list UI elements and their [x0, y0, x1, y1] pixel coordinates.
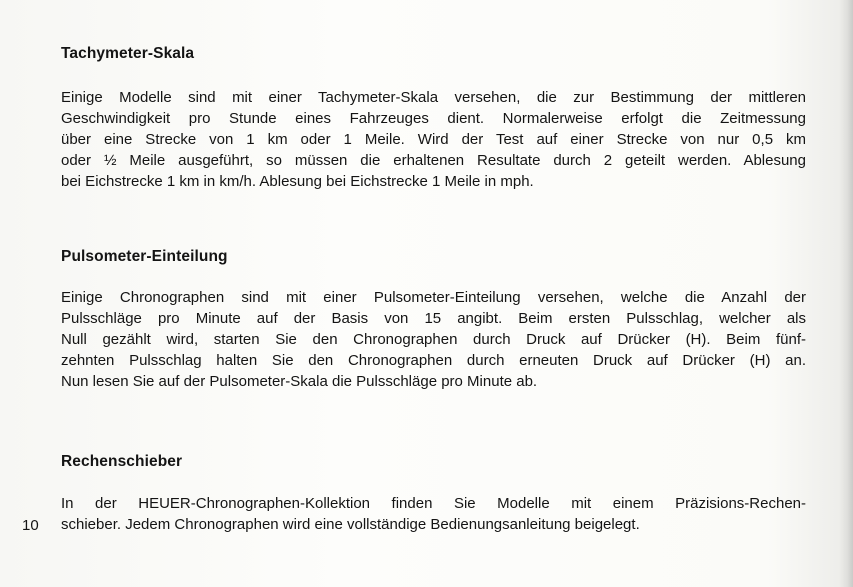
section-rechenschieber-body — [61, 493, 806, 535]
paragraph — [61, 87, 806, 192]
text-line: schieber. Jedem Chronographen wird eine vollständige Bedienungsanleitung beigelegt. — [61, 516, 640, 533]
text-line: In der HEUER-Chronographen-Kollektion finden Sie Modelle mit einem Präzisions-Rechen- — [61, 495, 806, 512]
section-pulsometer-body — [61, 287, 806, 392]
section-tachymeter-body — [61, 87, 806, 192]
text-line: oder ½ Meile ausgeführt, so müssen die erhaltenen Resultate durch 2 geteilt werden. Ablesung — [61, 152, 806, 169]
section-heading: Rechenschieber — [61, 453, 183, 470]
page-edge-shadow — [839, 0, 853, 587]
paragraph — [61, 493, 806, 535]
text-line: bei Eichstrecke 1 km in km/h. Ablesung bei Eichstrecke 1 Meile in mph. — [61, 173, 534, 190]
text-line: über eine Strecke von 1 km oder 1 Meile. Wird der Test auf einer Strecke von nur 0,5 km — [61, 131, 806, 148]
text-line: Einige Chronographen sind mit einer Pulsometer-Einteilung versehen, welche die Anzahl der — [61, 289, 806, 306]
text-line: Einige Modelle sind mit einer Tachymeter-Skala versehen, die zur Bestimmung der mittleren — [61, 89, 806, 106]
section-tachymeter — [61, 45, 806, 63]
text-line: zehnten Pulsschlag halten Sie den Chronographen durch erneuten Druck auf Drücker (H) an. — [61, 352, 806, 369]
text-line: Null gezählt wird, starten Sie den Chronographen durch Druck auf Drücker (H). Beim fünf- — [61, 331, 806, 348]
section-pulsometer — [61, 248, 806, 266]
section-rechenschieber — [61, 453, 806, 471]
paragraph — [61, 287, 806, 392]
page-number: 10 — [22, 517, 39, 534]
section-heading: Pulsometer-Einteilung — [61, 248, 228, 265]
text-line: Pulsschläge pro Minute auf der Basis von 15 angibt. Beim ersten Pulsschlag, welcher als — [61, 310, 806, 327]
section-heading: Tachymeter-Skala — [61, 45, 195, 62]
text-line: Nun lesen Sie auf der Pulsometer-Skala die Pulsschläge pro Minute ab. — [61, 373, 538, 390]
text-line: Geschwindigkeit pro Stunde eines Fahrzeuges dient. Normalerweise erfolgt die Zeitmessung — [61, 110, 806, 127]
